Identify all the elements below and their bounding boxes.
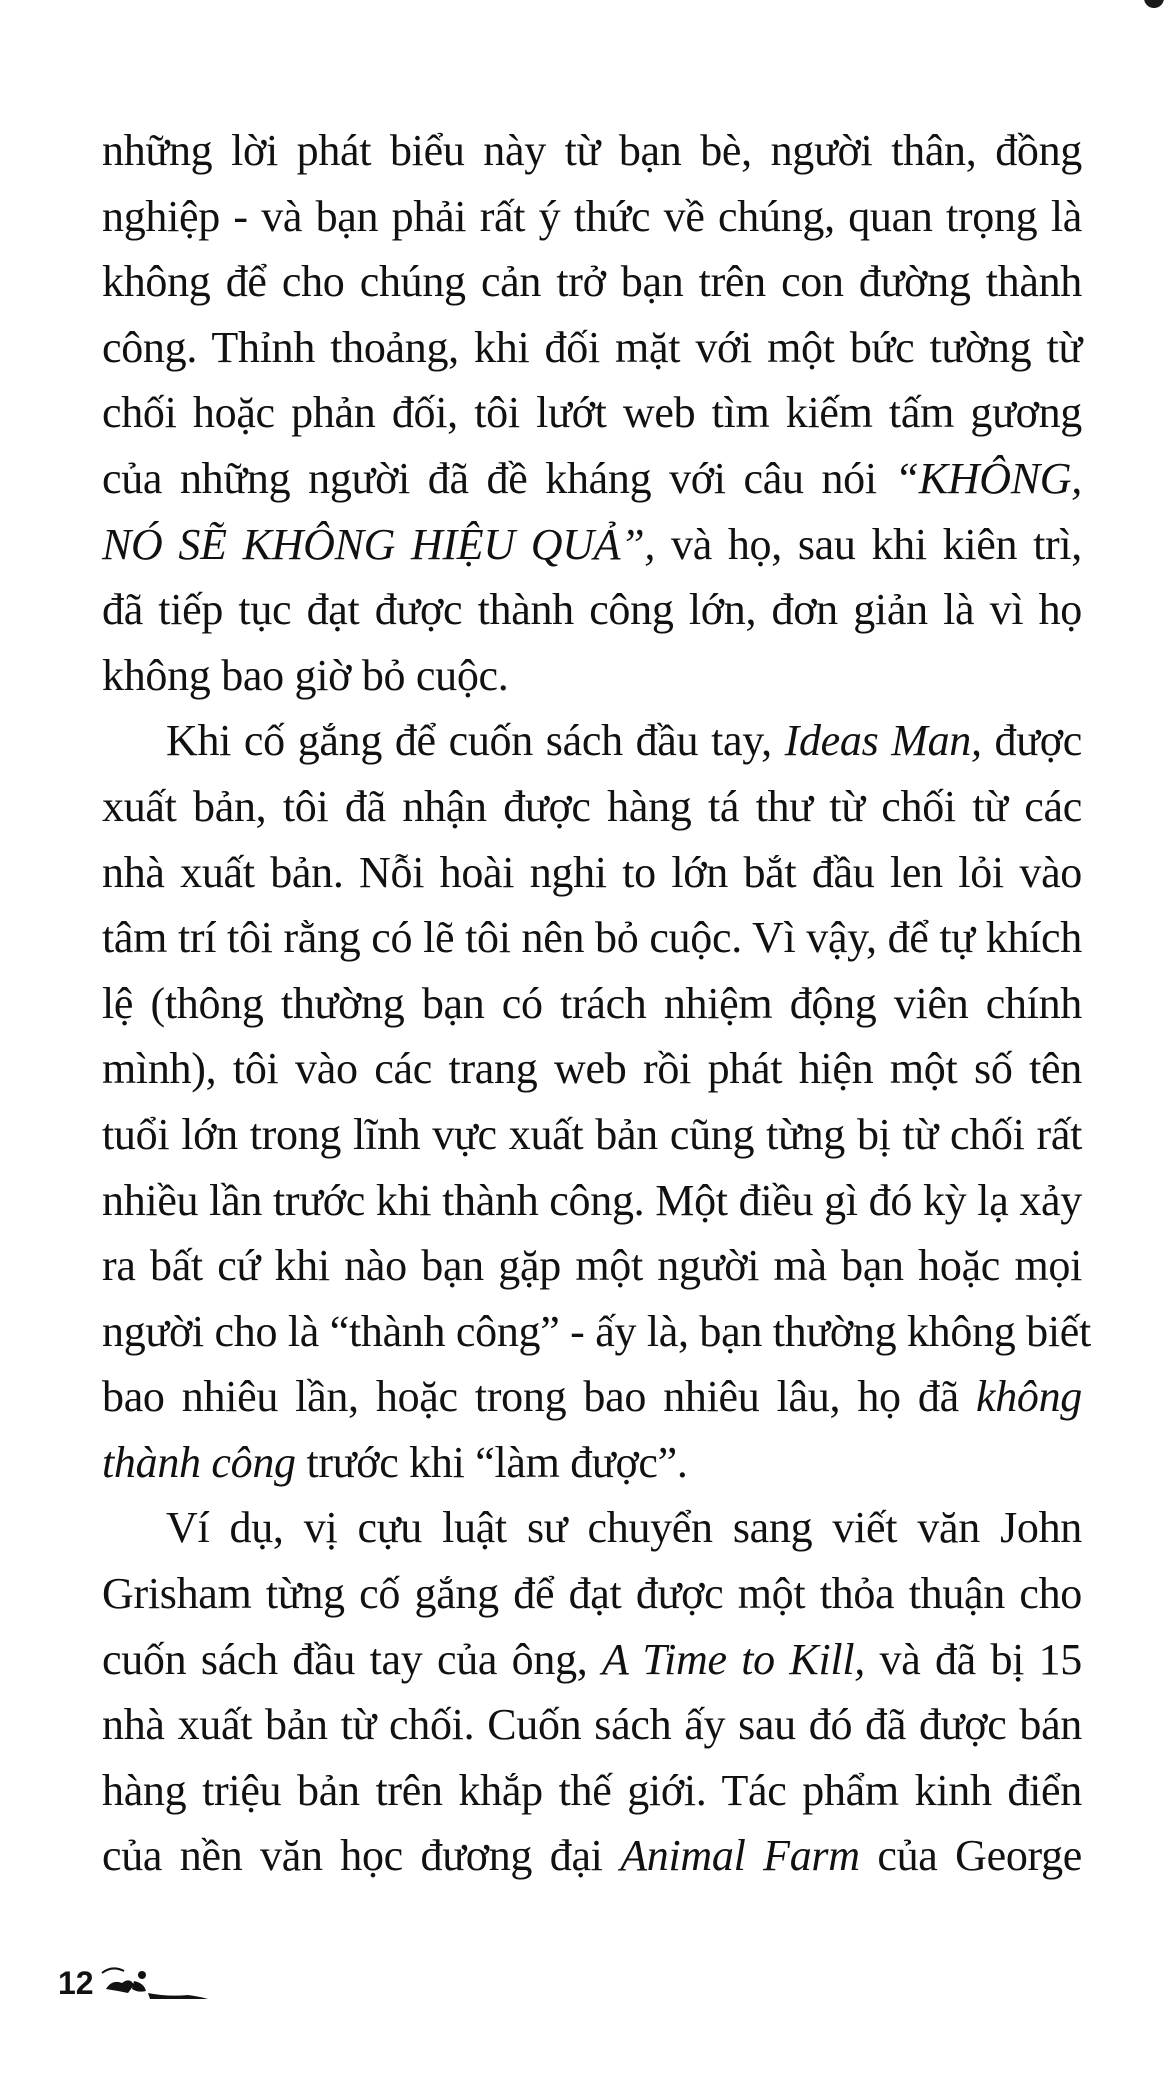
text-line [102, 971, 1082, 1037]
text-segment: trước khi “làm được”. [295, 1437, 688, 1487]
italic-text: Animal Farm [620, 1831, 860, 1881]
text-segment: xuất bản, tôi đã nhận được hàng tá thư từ chối từ các [102, 781, 1082, 831]
text-line [102, 446, 1082, 512]
text-line [102, 1299, 1091, 1365]
italic-text: NÓ SẼ KHÔNG HIỆU QUẢ”, [102, 519, 656, 569]
italic-text: thành công [102, 1437, 296, 1487]
text-line [102, 643, 1082, 709]
text-segment: tuổi lớn trong lĩnh vực xuất bản cũng từng bị từ chối rất [102, 1109, 1082, 1159]
text-segment: nhà xuất bản. Nỗi hoài nghi to lớn bắt đầu len lỏi vào [102, 847, 1082, 897]
text-line [102, 1102, 1082, 1168]
text-segment: Grisham từng cố gắng để đạt được một thỏa thuận cho [102, 1569, 1082, 1619]
text-line [102, 1036, 1082, 1102]
text-line [102, 905, 1082, 971]
text-line [102, 840, 1082, 906]
text-line [102, 1823, 1082, 1889]
text-segment: nhà xuất bản từ chối. Cuốn sách ấy sau đó đã được bán [102, 1700, 1082, 1750]
page-number: 12 [58, 1964, 94, 2001]
text-segment: của những người đã đề kháng với câu nói [102, 453, 895, 503]
text-line [102, 1168, 1082, 1234]
italic-text: A Time to Kill, [602, 1634, 865, 1684]
running-figure-ornament-icon [98, 1963, 210, 2003]
text-line [102, 118, 1082, 184]
text-segment: những lời phát biểu này từ bạn bè, người thân, đồng [102, 126, 1082, 175]
page-footer [58, 1958, 210, 2008]
text-line [102, 1233, 1082, 1299]
text-segment: chối hoặc phản đối, tôi lướt web tìm kiếm tấm gương [102, 388, 1082, 438]
text-segment: không để cho chúng cản trở bạn trên con đường thành [102, 257, 1082, 307]
text-segment: Ví dụ, vị cựu luật sư chuyển sang viết văn John [166, 1503, 1082, 1553]
italic-text: Ideas Man, [784, 716, 982, 766]
text-segment: được [981, 716, 1082, 766]
text-segment: của George [859, 1831, 1083, 1881]
text-line [102, 380, 1082, 446]
text-segment: mình), tôi vào các trang web rồi phát hiện một số tên [102, 1044, 1082, 1094]
text-segment: và họ, sau khi kiên trì, [655, 519, 1082, 569]
text-line [102, 249, 1082, 315]
text-segment: tâm trí tôi rằng có lẽ tôi nên bỏ cuộc. Vì vậy, để tự khích [102, 913, 1082, 963]
text-line [102, 1495, 1082, 1561]
italic-text: không [975, 1372, 1082, 1422]
text-segment: bao nhiêu lần, hoặc trong bao nhiêu lâu, họ đã [102, 1372, 976, 1422]
text-line [102, 1758, 1082, 1824]
text-segment: không bao giờ bỏ cuộc. [102, 650, 509, 700]
text-segment: Khi cố gắng để cuốn sách đầu tay, [166, 716, 785, 766]
text-segment: đã tiếp tục đạt được thành công lớn, đơn giản là vì họ [102, 585, 1082, 635]
page-corner-mark [1144, 0, 1164, 8]
text-line [102, 1364, 1082, 1430]
text-segment: của nền văn học đương đại [102, 1831, 621, 1881]
text-segment: nghiệp - và bạn phải rất ý thức về chúng, quan trọng là [102, 191, 1082, 241]
text-segment: nhiều lần trước khi thành công. Một điều gì đó kỳ lạ xảy [102, 1175, 1082, 1225]
text-line [102, 512, 1082, 578]
text-segment: công. Thỉnh thoảng, khi đối mặt với một bức tường từ [102, 322, 1082, 372]
text-line [102, 1430, 1082, 1496]
text-segment: hàng triệu bản trên khắp thế giới. Tác phẩm kinh điển [102, 1765, 1082, 1815]
text-line [102, 774, 1082, 840]
text-segment: lệ (thông thường bạn có trách nhiệm động viên chính [102, 978, 1082, 1028]
text-line [102, 315, 1082, 381]
body-text [102, 118, 1091, 1889]
text-line [102, 1692, 1082, 1758]
text-line [102, 1561, 1082, 1627]
text-line [102, 1627, 1082, 1693]
text-line [102, 708, 1082, 774]
text-segment: cuốn sách đầu tay của ông, [102, 1634, 603, 1684]
text-line [102, 184, 1082, 250]
text-segment: người cho là “thành công” - ấy là, bạn thường không biết [102, 1306, 1091, 1356]
text-line [102, 577, 1082, 643]
text-segment: ra bất cứ khi nào bạn gặp một người mà bạn hoặc mọi [102, 1241, 1082, 1291]
italic-text: “KHÔNG, [894, 453, 1082, 503]
text-segment: và đã bị 15 [864, 1634, 1083, 1684]
